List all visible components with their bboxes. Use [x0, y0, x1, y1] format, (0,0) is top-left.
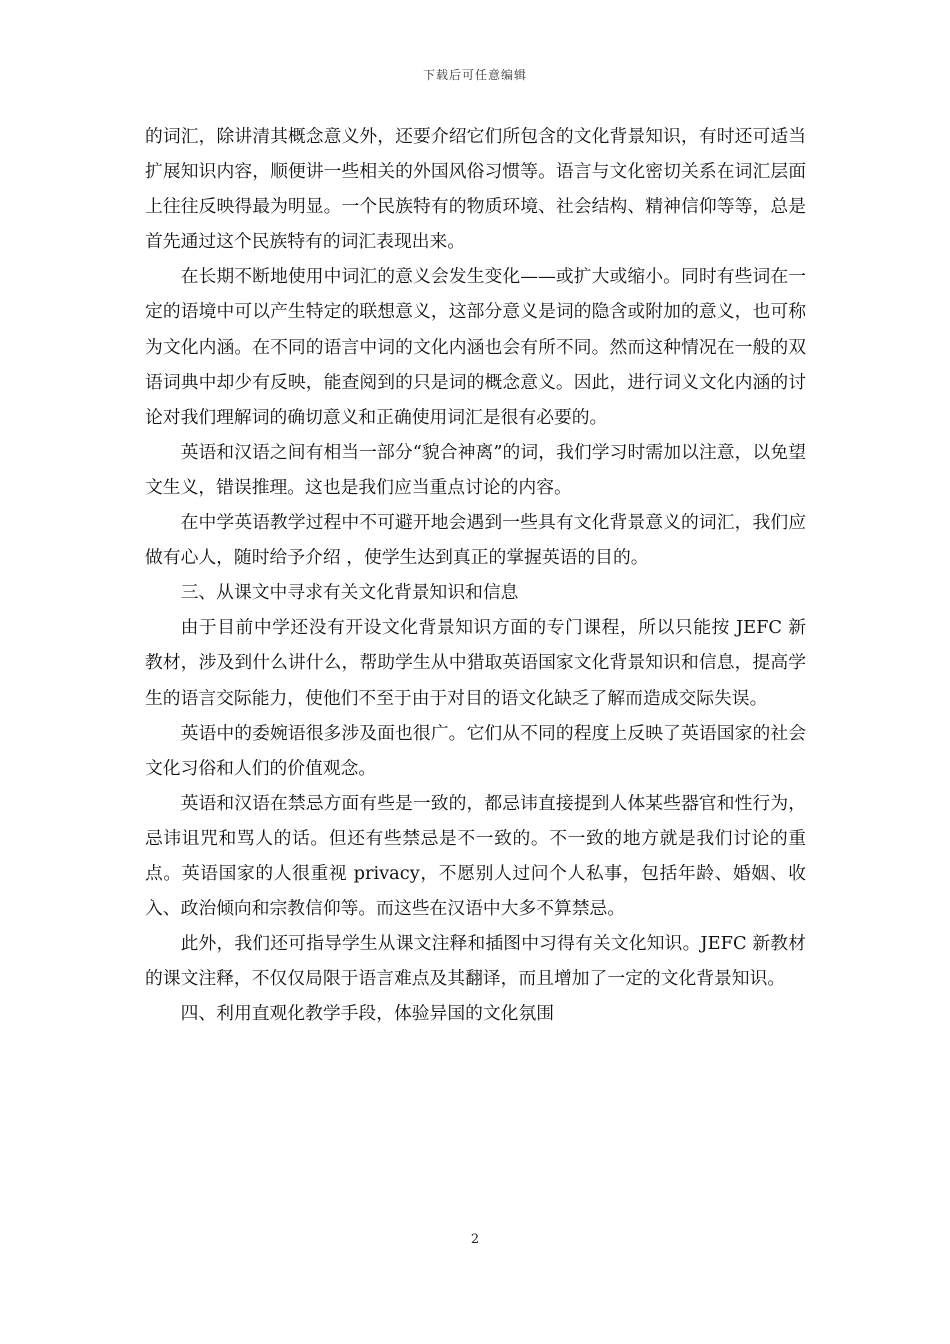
paragraph: 此外，我们还可指导学生从课文注释和插图中习得有关文化知识。JEFC 新教材的课文注释，不仅仅局限于语言难点及其翻译，而且增加了一定的文化背景知识。 — [145, 933, 806, 990]
page-number: 2 — [470, 1232, 480, 1247]
section-heading: 三、从课文中寻求有关文化背景知识和信息 — [180, 582, 519, 604]
paragraph-continuation: 的词汇，除讲清其概念意义外，还要介绍它们所包含的文化背景知识，有时还可适当扩展知识内容，顺便讲一些相关的外国风俗习惯等。语言与文化密切关系在词汇层面上往往反映得最为明显。一个民族特有的物质环境、社会结构、精神信仰等等，总是首先通过这个民族特有的词汇表现出来。 — [145, 126, 806, 253]
section-heading: 四、利用直观化教学手段，体验异国的文化氛围 — [180, 1003, 555, 1025]
paragraph: 英语中的委婉语很多涉及面也很广。它们从不同的程度上反映了英语国家的社会文化习俗和人们的价值观念。 — [145, 722, 806, 779]
page-header: 下载后可任意编辑 — [422, 68, 527, 82]
document-body — [145, 119, 806, 1031]
paragraph: 英语和汉语在禁忌方面有些是一致的，都忌讳直接提到人体某些器官和性行为，忌讳诅咒和骂人的话。但还有些禁忌是不一致的。不一致的地方就是我们讨论的重点。英语国家的人很重视 privacy，不愿别人过问个人私事，包括年龄、婚姻、收入、政治倾向和宗教信仰等。而这些在汉语中大多不算禁忌。 — [145, 792, 806, 920]
paragraph: 在长期不断地使用中词汇的意义会发生变化——或扩大或缩小。同时有些词在一定的语境中可以产生特定的联想意义，这部分意义是词的隐含或附加的意义，也可称为文化内涵。在不同的语言中词的文化内涵也会有所不同。然而这种情况在一般的双语词典中却少有反映，能查阅到的只是词的概念意义。因此，进行词义文化内涵的讨论对我们理解词的确切意义和正确使用词汇是很有必要的。 — [145, 266, 806, 428]
paragraph: 由于目前中学还没有开设文化背景知识方面的专门课程，所以只能按 JEFC 新教材，涉及到什么讲什么，帮助学生从中猎取英语国家文化背景知识和信息，提高学生的语言交际能力，使他们不至于由于对目的语文化缺乏了解而造成交际失误。 — [145, 617, 806, 709]
paragraph: 在中学英语教学过程中不可避开地会遇到一些具有文化背景意义的词汇，我们应做有心人，随时给予介绍 ，使学生达到真正的掌握英语的目的。 — [145, 512, 806, 569]
paragraph: 英语和汉语之间有相当一部分“貌合神离”的词，我们学习时需加以注意，以免望文生义，错误推理。这也是我们应当重点讨论的内容。 — [145, 441, 806, 498]
